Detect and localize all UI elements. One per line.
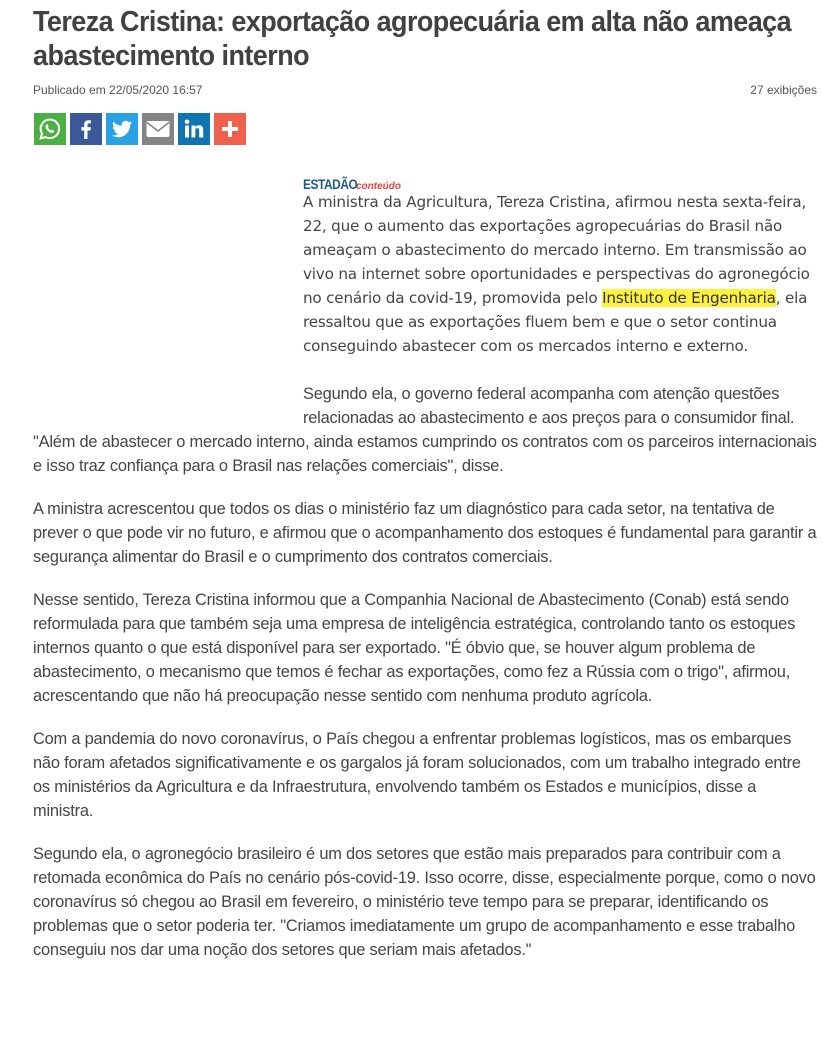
share-email-button[interactable] — [142, 113, 174, 145]
share-twitter-button[interactable] — [106, 113, 138, 145]
linkedin-icon — [182, 117, 206, 141]
article-page — [33, 0, 817, 959]
plus-icon — [220, 119, 240, 139]
facebook-icon — [74, 117, 98, 141]
view-count: 27 exibições — [750, 83, 817, 97]
article-meta — [33, 83, 817, 99]
share-linkedin-button[interactable] — [178, 113, 210, 145]
twitter-icon — [110, 117, 134, 141]
source-sub: conteúdo — [356, 181, 401, 192]
article-title: Tereza Cristina: exportação agropecuária em alta não ameaça abastecimento interno — [33, 6, 792, 72]
ad-float — [33, 190, 303, 410]
paragraph: A ministra acrescentou que todos os dias o ministério faz um diagnóstico para cada setor, na tentativa de prever o que pode vir no futuro, e afirmou que o acompanhamento dos estoques é fundamental para garantir a segurança alimentar do Brasil e o cumprimento dos contratos comerciais. — [33, 500, 817, 566]
article-body — [33, 172, 817, 981]
source-logo — [303, 172, 817, 190]
lead-text-after: , ela ressaltou que as exportações fluem bem e que o setor continua conseguindo abastecer com os mercados interno e externo. — [303, 289, 808, 355]
share-facebook-button[interactable] — [70, 113, 102, 145]
whatsapp-icon — [38, 117, 62, 141]
paragraph: Com a pandemia do novo coronavírus, o País chegou a enfrentar problemas logísticos, mas os embarques não foram afetados significativamente e os gargalos já foram solucionados, com um trabalho integrado entre os ministérios da Agricultura e da Infraestrutura, envolvendo também os Estados e municípios, disse a ministra. — [33, 730, 801, 820]
share-more-button[interactable] — [214, 113, 246, 145]
highlighted-link[interactable]: Instituto de Engenharia — [602, 289, 776, 307]
email-icon — [145, 118, 171, 140]
paragraph: Segundo ela, o agronegócio brasileiro é um dos setores que estão mais preparados para contribuir com a retomada econômica do País no cenário pós-covid-19. Isso ocorre, disse, especialmente porque, como o novo coronavírus só chegou ao Brasil em fevereiro, o ministério teve tempo para se preparar, identificando os problemas que o setor poderia ter. "Criamos imediatamente um grupo de acompanhamento e esse trabalho conseguiu nos dar uma noção dos setores que seriam mais afetados." — [33, 845, 816, 959]
published-date: Publicado em 22/05/2020 16:57 — [33, 83, 203, 97]
source-brand: ESTADÃO — [303, 176, 358, 192]
share-whatsapp-button[interactable] — [34, 113, 66, 145]
lead-text-before: A ministra da Agricultura, Tereza Cristina, afirmou nesta sexta-feira, 22, que o aumento das exportações agropecuárias do Brasil não ameaçam o abastecimento do mercado interno. Em transmissão ao vivo na internet sobre oportunidades e perspectivas do agronegócio no cenário da covid-19, promovida pelo — [303, 193, 810, 307]
paragraph: Segundo ela, o governo federal acompanha com atenção questões relacionadas ao abastecimento e aos preços para o consumidor final. "Além de abastecer o mercado interno, ainda estamos cumprindo os contratos com os parceiros internacionais e isso traz confiança para o Brasil nas relações comerciais", disse. — [33, 385, 817, 475]
paragraph: Nesse sentido, Tereza Cristina informou que a Companhia Nacional de Abastecimento (Conab) está sendo reformulada para que também seja uma empresa de inteligência estratégica, controlando tanto os estoques internos quanto o que está disponível para ser exportado. "É óbvio que, se houver algum problema de abastecimento, o mecanismo que temos é fechar as exportações, como fez a Rússia com o trigo", afirmou, acrescentando que não há preocupação nesse sentido com nenhuma produto agrícola. — [33, 591, 796, 705]
share-bar — [34, 113, 246, 145]
